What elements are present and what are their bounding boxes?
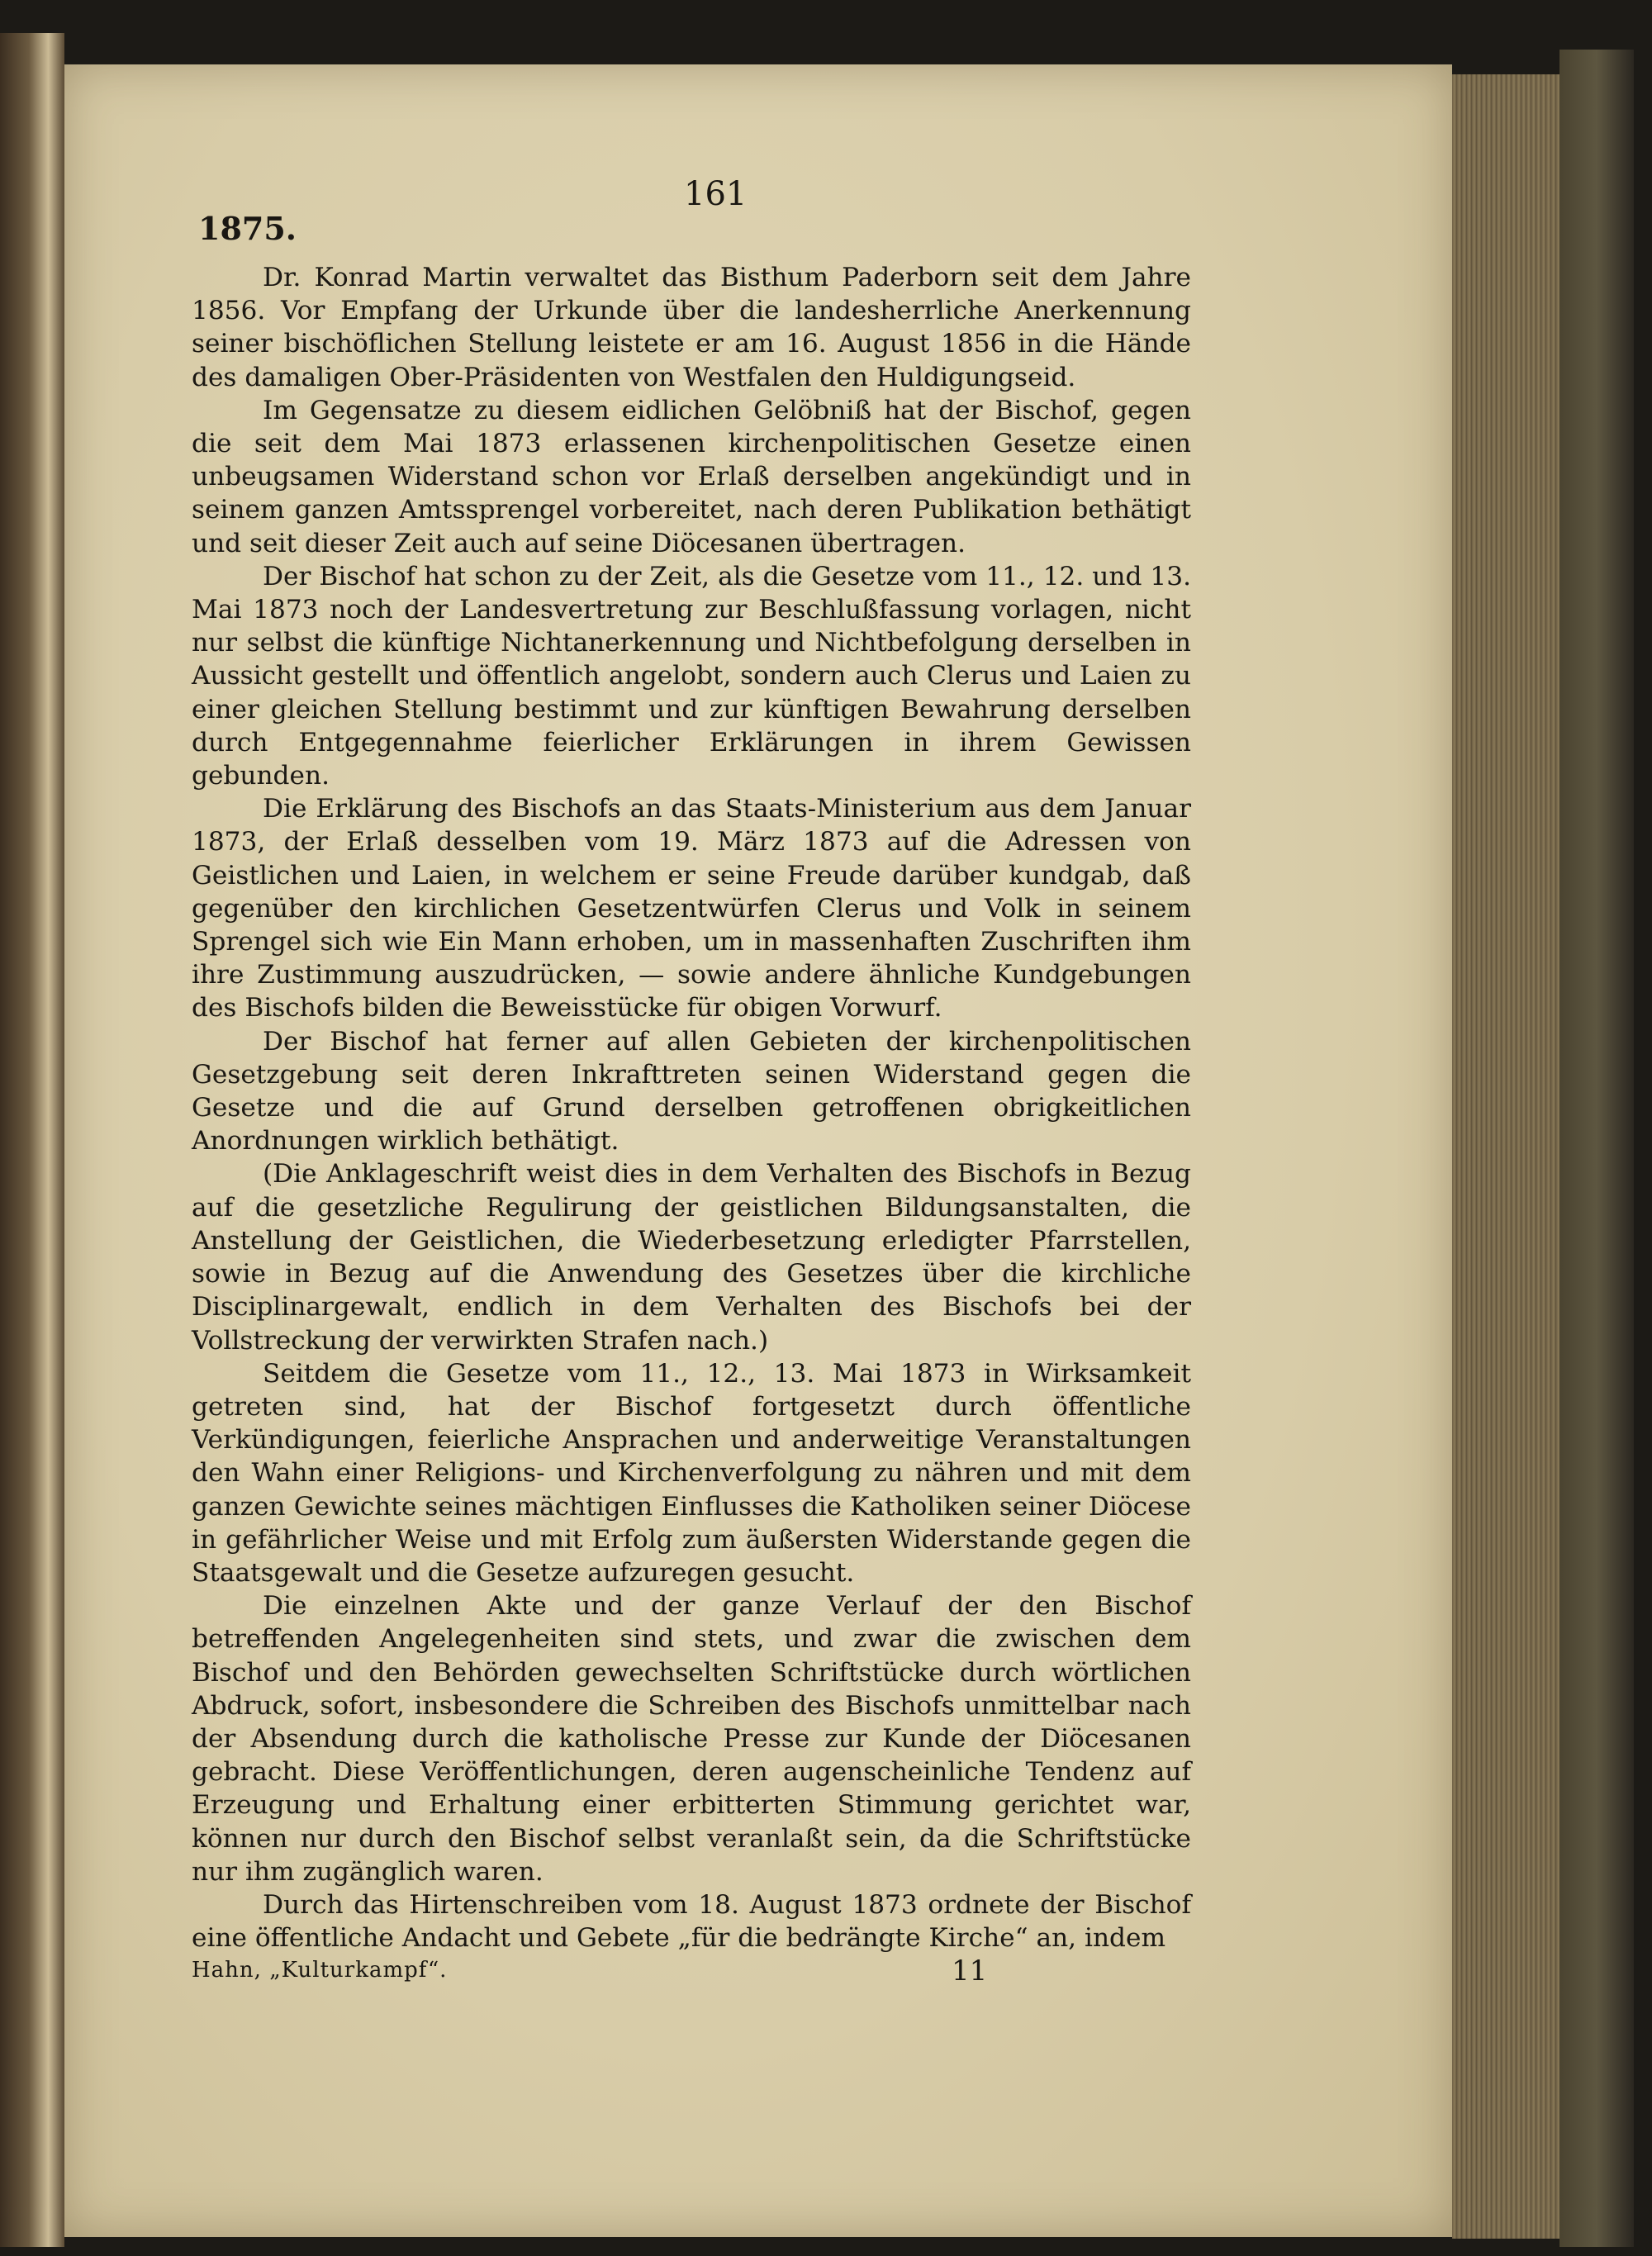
footer-author: Hahn, „Kulturkampf“.	[192, 1958, 448, 1983]
page-fore-edge	[1452, 74, 1559, 2239]
paragraph-9: Durch das Hirtenschreiben vom 18. August 1873 ordnete der Bischof eine öffentliche Andacht und Gebete „für die bedrängte Kirche“ an, indem	[192, 1889, 1191, 1954]
paragraph-4: Die Erklärung des Bischofs an das Staats-Ministerium aus dem Januar 1873, der Erlaß desselben vom 19. März 1873 auf die Adressen von Geistlichen und Laien, in welchem er seine Freude darüber kundgab, daß gegenüber den kirchlichen Gesetzentwürfen Clerus und Volk in seinem Sprengel sich wie Ein Mann erhoben, um in massenhaften Zuschriften ihm ihre Zustimmung auszudrücken, — sowie andere ähnliche Kundgebungen des Bischofs bilden die Beweisstücke für obigen Vorwurf.	[192, 794, 1191, 1024]
paragraph-7: Seitdem die Gesetze vom 11., 12., 13. Mai 1873 in Wirksamkeit getreten sind, hat der Bischof fortgesetzt durch öffentliche Verkündigungen, feierliche Ansprachen und anderweitige Veranstaltungen den Wahn einer Religions- und Kirchenverfolgung zu nähren und mit dem ganzen Gewichte seines mächtigen Einflusses die Katholiken seiner Diöcese in gefährlicher Weise und mit Erfolg zum äußersten Widerstande gegen die Staatsgewalt und die Gesetze aufzuregen gesucht.	[192, 1358, 1191, 1588]
book-cover-edge	[1559, 50, 1634, 2247]
paragraph-8: Die einzelnen Akte und der ganze Verlauf der den Bischof betreffenden Angelegenheiten sind stets, und zwar die zwischen dem Bischof und den Behörden gewechselten Schriftstücke durch wörtlichen Abdruck, sofort, insbesondere die Schreiben des Bischofs unmittelbar nach der Absendung durch die katholische Presse zur Kunde der Diöcesanen gebracht. Diese Veröffentlichungen, deren augenscheinliche Tendenz auf Erzeugung und Erhaltung einer erbitterten Stimmung gerichtet war, können nur durch den Bischof selbst veranlaßt sein, da die Schriftstücke nur ihm zugänglich waren.	[192, 1591, 1191, 1887]
body-text	[192, 261, 1191, 1954]
paragraph-3: Der Bischof hat schon zu der Zeit, als die Gesetze vom 11., 12. und 13. Mai 1873 noch der Landesvertretung zur Beschlußfassung vorlagen, nicht nur selbst die künftige Nichtanerkennung und Nichtbefolgung derselben in Aussicht gestellt und öffentlich angelobt, sondern auch Clerus und Laien zu einer gleichen Stellung bestimmt und zur künftigen Bewahrung derselben durch Entgegennahme feierlicher Erklärungen in ihrem Gewissen gebunden.	[192, 561, 1191, 791]
page-number: 161	[684, 175, 748, 213]
paragraph-6: (Die Anklageschrift weist dies in dem Verhalten des Bischofs in Bezug auf die gesetzliche Regulirung der geistlichen Bildungsanstalten, die Anstellung der Geistlichen, die Wiederbesetzung erledigter Pfarrstellen, sowie in Bezug auf die Anwendung des Gesetzes über die kirchliche Disciplinargewalt, endlich in dem Verhalten des Bischofs bei der Vollstreckung der verwirkten Strafen nach.)	[192, 1159, 1191, 1356]
paragraph-5: Der Bischof hat ferner auf allen Gebieten der kirchenpolitischen Gesetzgebung seit deren Inkrafttreten seinen Widerstand gegen die Gesetze und die auf Grund derselben getroffenen obrigkeitlichen Anordnungen wirklich bethätigt.	[192, 1026, 1191, 1156]
signature-mark: 11	[952, 1954, 988, 1988]
paragraph-2: Im Gegensatze zu diesem eidlichen Gelöbniß hat der Bischof, gegen die seit dem Mai 1873 erlassenen kirchenpolitischen Gesetze einen unbeugsamen Widerstand schon vor Erlaß derselben angekündigt und in seinem ganzen Amtssprengel vorbereitet, nach deren Publikation bethätigt und seit dieser Zeit auch auf seine Diöcesanen übertragen.	[192, 395, 1191, 558]
left-page-edge	[0, 33, 64, 2247]
year-heading: 1875.	[198, 210, 297, 247]
paragraph-1: Dr. Konrad Martin verwaltet das Bisthum Paderborn seit dem Jahre 1856. Vor Empfang der Urkunde über die landesherrliche Anerkennung seiner bischöflichen Stellung leistete er am 16. August 1856 in die Hände des damaligen Ober-Präsidenten von Westfalen den Huldigungseid.	[192, 263, 1191, 392]
